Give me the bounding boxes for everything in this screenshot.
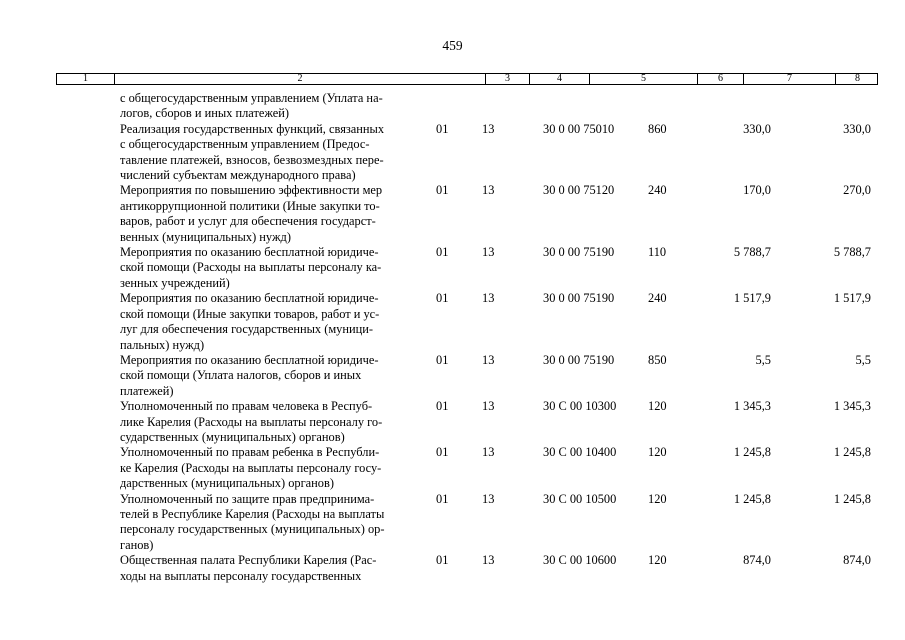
amount-year-2-cell: 874,0 — [843, 553, 871, 568]
amount-year-1-cell: 1 245,8 — [733, 491, 771, 506]
description-line: платежей) — [120, 383, 174, 398]
description-line: ганов) — [120, 537, 154, 552]
description-line: ской помощи (Расходы на выплаты персоналу ка- — [120, 260, 382, 275]
description-line: Реализация государственных функций, связанных — [120, 121, 385, 136]
table-row — [0, 291, 905, 353]
column-header-4: 4 — [530, 74, 590, 84]
amount-year-1-cell: 874,0 — [743, 553, 771, 568]
row-description — [120, 245, 425, 291]
target-article-cell: 30 С 00 10600 — [543, 553, 617, 568]
section-code-cell: 01 — [436, 491, 449, 506]
description-line: варов, работ и услуг для обеспечения государст- — [120, 214, 376, 229]
amount-year-1-cell: 330,0 — [743, 121, 771, 136]
amount-year-2-cell: 270,0 — [843, 183, 871, 198]
expense-type-cell: 240 — [648, 183, 667, 198]
description-line: ской помощи (Иные закупки товаров, работ и ус- — [120, 306, 380, 321]
amount-year-2-cell: 1 517,9 — [833, 291, 871, 306]
amount-year-1-cell: 1 345,3 — [733, 399, 771, 414]
section-code-cell: 01 — [436, 553, 449, 568]
expense-type-cell: 110 — [648, 245, 667, 260]
description-line: луг для обеспечения государственных (муници- — [120, 322, 374, 337]
table-row — [0, 122, 905, 184]
amount-year-2-cell: 1 245,8 — [833, 445, 871, 460]
target-article-cell: 30 С 00 10500 — [543, 491, 617, 506]
expense-type-cell: 240 — [648, 291, 667, 306]
description-line: телей в Республике Карелия (Расходы на выплаты — [120, 506, 385, 521]
amount-year-1-cell: 1 245,8 — [733, 445, 771, 460]
column-header-2: 2 — [115, 74, 486, 84]
column-header-8: 8 — [855, 73, 860, 84]
table-header — [56, 73, 878, 85]
description-line: венных (муниципальных) нужд) — [120, 229, 291, 244]
table-row — [0, 445, 905, 491]
amount-year-2-cell: 5,5 — [855, 352, 871, 367]
row-description — [120, 445, 425, 491]
description-line: с общегосударственным управлением (Уплата на- — [120, 91, 383, 105]
amount-year-2-cell: 5 788,7 — [833, 245, 871, 260]
section-code-cell: 01 — [436, 352, 449, 367]
description-line: антикоррупционной политики (Иные закупки то- — [120, 198, 380, 213]
table-row — [0, 183, 905, 245]
target-article-cell: 30 0 00 75120 — [543, 183, 615, 198]
amount-year-1-cell: 170,0 — [743, 183, 771, 198]
subsection-code-cell: 13 — [482, 399, 495, 414]
description-line: Мероприятия по оказанию бесплатной юридиче- — [120, 352, 379, 367]
target-article-cell: 30 0 00 75010 — [543, 121, 615, 136]
amount-year-2-cell: 330,0 — [843, 121, 871, 136]
row-description — [120, 553, 425, 584]
row-description — [120, 291, 425, 353]
description-line: логов, сборов и иных платежей) — [120, 106, 290, 121]
amount-year-2-cell: 1 245,8 — [833, 491, 871, 506]
subsection-code-cell: 13 — [482, 491, 495, 506]
description-line: с общегосударственным управлением (Предос- — [120, 137, 370, 152]
target-article-cell: 30 0 00 75190 — [543, 291, 615, 306]
expense-type-cell: 850 — [648, 352, 667, 367]
target-article-cell: 30 С 00 10300 — [543, 399, 617, 414]
amount-year-1-cell: 1 517,9 — [733, 291, 771, 306]
description-line: ке Карелия (Расходы на выплаты персоналу госу- — [120, 460, 382, 475]
description-line: числений субъектам международного права) — [120, 168, 356, 183]
row-description — [120, 353, 425, 399]
section-code-cell: 01 — [436, 183, 449, 198]
amount-year-1-cell: 5 788,7 — [733, 245, 771, 260]
description-line: лике Карелия (Расходы на выплаты персоналу го- — [120, 414, 383, 429]
column-header-1: 1 — [57, 74, 115, 84]
table-row — [0, 553, 905, 584]
expense-type-cell: 120 — [648, 399, 667, 414]
description-line: Уполномоченный по правам человека в Респуб- — [120, 399, 373, 414]
column-header-6: 6 — [698, 74, 744, 84]
description-line: ходы на выплаты персоналу государственных — [120, 568, 362, 583]
expense-type-cell: 120 — [648, 553, 667, 568]
section-code-cell: 01 — [436, 291, 449, 306]
table-row — [0, 245, 905, 291]
target-article-cell: 30 С 00 10400 — [543, 445, 617, 460]
row-description — [120, 183, 425, 245]
table-row — [0, 492, 905, 554]
subsection-code-cell: 13 — [482, 245, 495, 260]
row-description — [120, 399, 425, 445]
target-article-cell: 30 0 00 75190 — [543, 352, 615, 367]
section-code-cell: 01 — [436, 121, 449, 136]
row-description — [120, 122, 425, 184]
section-code-cell: 01 — [436, 245, 449, 260]
subsection-code-cell: 13 — [482, 445, 495, 460]
table-body — [0, 91, 905, 584]
description-line: пальных) нужд) — [120, 337, 205, 352]
table-row — [0, 399, 905, 445]
target-article-cell: 30 0 00 75190 — [543, 245, 615, 260]
description-line: Общественная палата Республики Карелия (Рас- — [120, 553, 377, 568]
description-line: Мероприятия по оказанию бесплатной юридиче- — [120, 245, 379, 260]
section-code-cell: 01 — [436, 399, 449, 414]
amount-year-1-cell: 5,5 — [755, 352, 771, 367]
section-code-cell: 01 — [436, 445, 449, 460]
expense-type-cell: 860 — [648, 121, 667, 136]
description-line: ской помощи (Уплата налогов, сборов и иных — [120, 368, 362, 383]
description-line: Мероприятия по оказанию бесплатной юридиче- — [120, 291, 379, 306]
row-description — [120, 91, 425, 122]
description-line: Уполномоченный по правам ребенка в Республи- — [120, 445, 380, 460]
description-line: Уполномоченный по защите прав предпринима- — [120, 491, 375, 506]
subsection-code-cell: 13 — [482, 121, 495, 136]
column-header-5: 5 — [590, 74, 698, 84]
expense-type-cell: 120 — [648, 445, 667, 460]
row-description — [120, 492, 425, 554]
table-row — [0, 353, 905, 399]
column-header-7: 7 — [744, 74, 836, 84]
description-line: зенных учреждений) — [120, 275, 230, 290]
description-line: тавление платежей, взносов, безвозмездных пере- — [120, 152, 384, 167]
description-line: дарственных (муниципальных) органов) — [120, 476, 334, 491]
table-row — [0, 91, 905, 122]
amount-year-2-cell: 1 345,3 — [833, 399, 871, 414]
subsection-code-cell: 13 — [482, 291, 495, 306]
subsection-code-cell: 13 — [482, 183, 495, 198]
column-header-3: 3 — [486, 74, 530, 84]
expense-type-cell: 120 — [648, 491, 667, 506]
description-line: Мероприятия по повышению эффективности мер — [120, 183, 383, 198]
description-line: сударственных (муниципальных) органов) — [120, 429, 345, 444]
page-number: 459 — [442, 38, 463, 53]
description-line: персоналу государственных (муниципальных) ор- — [120, 522, 385, 537]
subsection-code-cell: 13 — [482, 553, 495, 568]
subsection-code-cell: 13 — [482, 352, 495, 367]
